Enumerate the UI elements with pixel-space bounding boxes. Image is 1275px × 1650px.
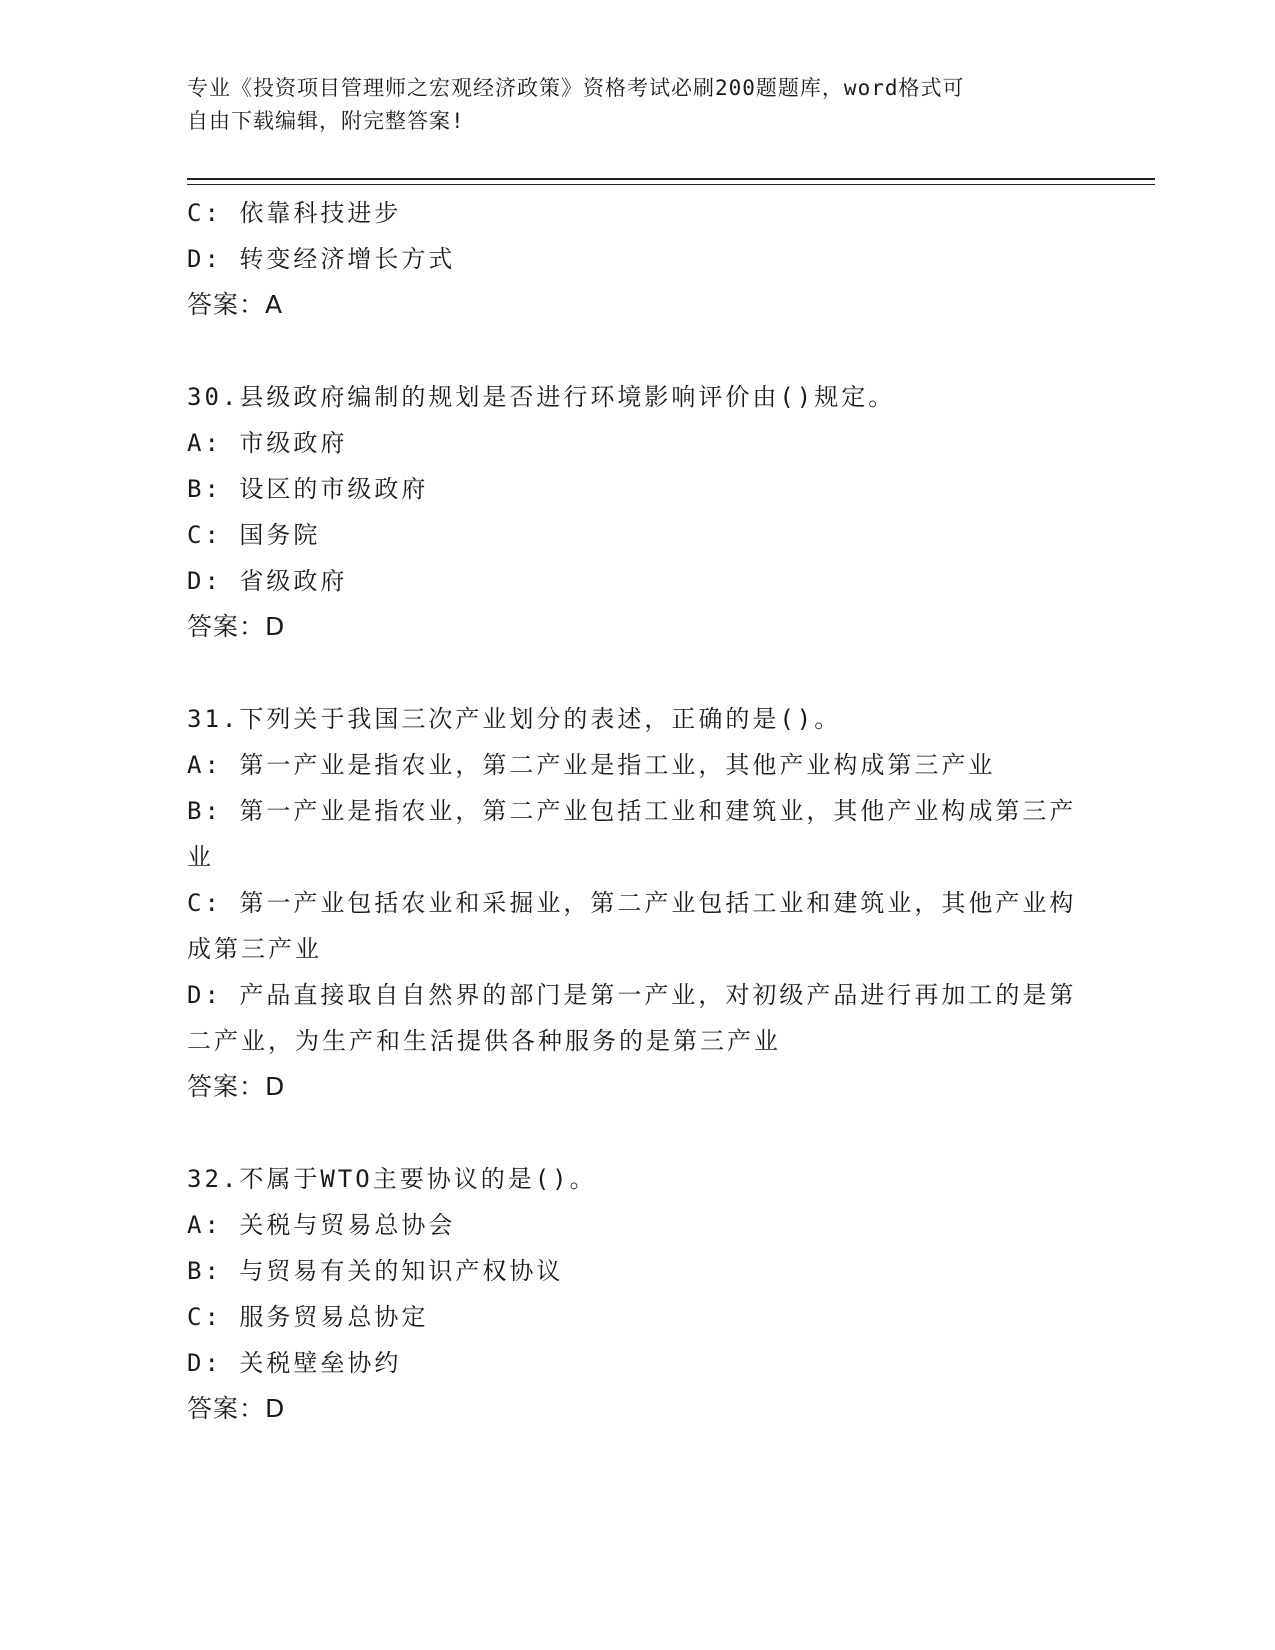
option-label: C: bbox=[187, 889, 222, 917]
option-label: A: bbox=[187, 751, 222, 779]
option-text: 服务贸易总协定 bbox=[239, 1303, 429, 1331]
option-d bbox=[187, 972, 1077, 1064]
question-29-continuation bbox=[187, 190, 1077, 328]
answer-line: 答案：D bbox=[187, 612, 286, 641]
option-text: 关税与贸易总协会 bbox=[239, 1211, 456, 1239]
option-text: 依靠科技进步 bbox=[239, 199, 402, 227]
answer-line: 答案：D bbox=[187, 1072, 286, 1101]
option-text: 第一产业是指农业，第二产业是指工业，其他产业构成第三产业 bbox=[239, 751, 996, 779]
option-c bbox=[187, 880, 1077, 972]
option-a bbox=[187, 1202, 1077, 1248]
question-stem: 32.不属于WTO主要协议的是()。 bbox=[187, 1165, 597, 1193]
question-32 bbox=[187, 1156, 1077, 1432]
header-divider-thick bbox=[187, 178, 1155, 180]
option-label: B: bbox=[187, 797, 222, 825]
option-a bbox=[187, 742, 1077, 788]
option-c bbox=[187, 190, 1077, 236]
header-divider-thin bbox=[187, 184, 1155, 185]
option-label: C: bbox=[187, 521, 222, 549]
option-text: 第一产业是指农业，第二产业包括工业和建筑业，其他产业构成第三产业 bbox=[187, 797, 1077, 871]
option-text: 与贸易有关的知识产权协议 bbox=[239, 1257, 564, 1285]
option-label: B: bbox=[187, 1257, 222, 1285]
header-line-2: 自由下载编辑，附完整答案! bbox=[187, 109, 465, 133]
spacer bbox=[187, 650, 1077, 696]
option-text: 省级政府 bbox=[239, 567, 348, 595]
question-30 bbox=[187, 374, 1077, 650]
option-label: C: bbox=[187, 1303, 222, 1331]
option-text: 国务院 bbox=[239, 521, 321, 549]
option-label: B: bbox=[187, 475, 222, 503]
question-stem: 30.县级政府编制的规划是否进行环境影响评价由()规定。 bbox=[187, 383, 896, 411]
option-label: A: bbox=[187, 429, 222, 457]
option-label: D: bbox=[187, 1349, 222, 1377]
option-label: D: bbox=[187, 567, 222, 595]
option-label: A: bbox=[187, 1211, 222, 1239]
answer-line: 答案：D bbox=[187, 1394, 286, 1423]
option-c bbox=[187, 1294, 1077, 1340]
option-d bbox=[187, 558, 1077, 604]
option-text: 转变经济增长方式 bbox=[239, 245, 456, 273]
option-c bbox=[187, 512, 1077, 558]
option-text: 市级政府 bbox=[239, 429, 348, 457]
option-label: D: bbox=[187, 245, 222, 273]
page-header bbox=[187, 72, 1067, 138]
question-stem: 31.下列关于我国三次产业划分的表述，正确的是()。 bbox=[187, 705, 842, 733]
question-31 bbox=[187, 696, 1077, 1110]
option-a bbox=[187, 420, 1077, 466]
document-body bbox=[187, 190, 1077, 1432]
option-b bbox=[187, 1248, 1077, 1294]
option-b bbox=[187, 466, 1077, 512]
option-d bbox=[187, 1340, 1077, 1386]
option-text: 产品直接取自自然界的部门是第一产业，对初级产品进行再加工的是第二产业，为生产和生活提供各种服务的是第三产业 bbox=[187, 981, 1077, 1055]
option-text: 关税壁垒协约 bbox=[239, 1349, 402, 1377]
option-text: 设区的市级政府 bbox=[239, 475, 429, 503]
option-d bbox=[187, 236, 1077, 282]
option-b bbox=[187, 788, 1077, 880]
option-label: D: bbox=[187, 981, 222, 1009]
header-line-1: 专业《投资项目管理师之宏观经济政策》资格考试必刷200题题库，word格式可 bbox=[187, 76, 965, 100]
spacer bbox=[187, 1110, 1077, 1156]
answer-line: 答案：A bbox=[187, 290, 284, 319]
option-label: C: bbox=[187, 199, 222, 227]
option-text: 第一产业包括农业和采掘业，第二产业包括工业和建筑业，其他产业构成第三产业 bbox=[187, 889, 1077, 963]
spacer bbox=[187, 328, 1077, 374]
